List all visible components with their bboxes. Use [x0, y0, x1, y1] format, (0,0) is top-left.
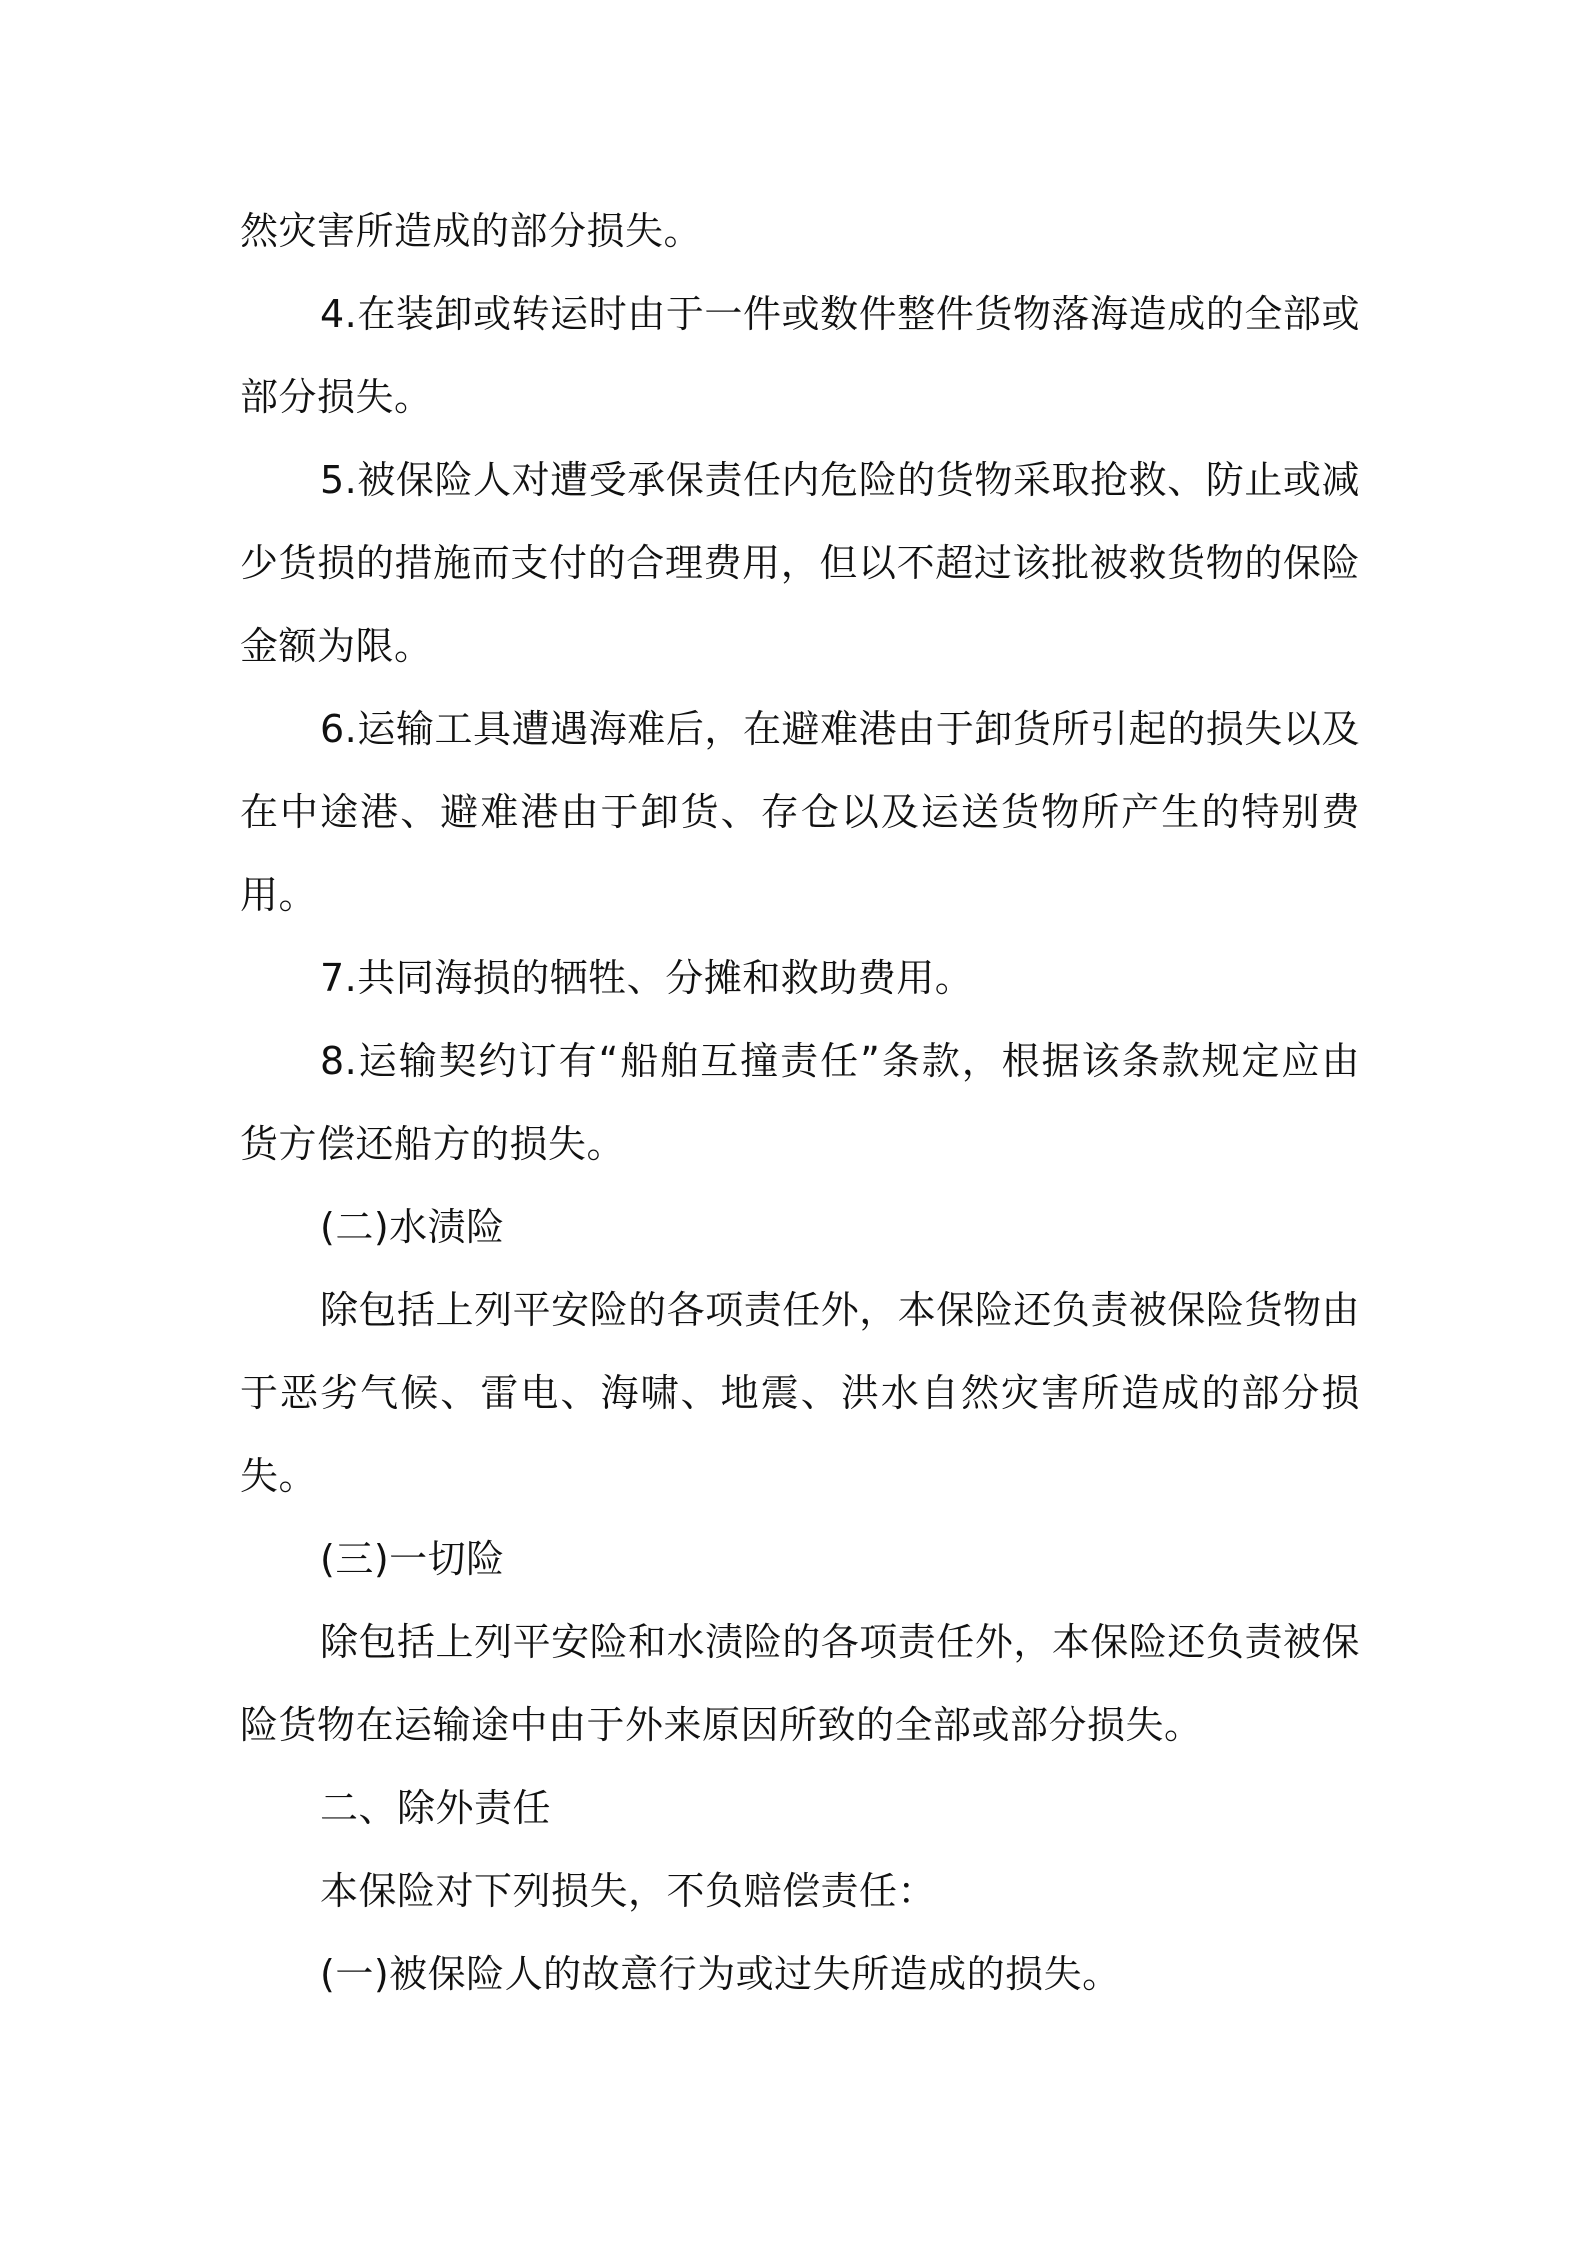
- section-heading-water-damage: (二)水渍险: [320, 1205, 505, 1249]
- paragraph-item-8: 8.运输契约订有“船舶互撞责任”条款，根据该条款规定应由货方偿还船方的损失。: [240, 1039, 1360, 1166]
- document-body: [240, 190, 1360, 2016]
- paragraph-exclusions-intro: 本保险对下列损失，不负赔偿责任：: [320, 1869, 937, 1913]
- paragraph-all-risks: 除包括上列平安险和水渍险的各项责任外，本保险还负责被保险货物在运输途中由于外来原因所致的全部或部分损失。: [240, 1620, 1360, 1747]
- paragraph-exclusion-1: (一)被保险人的故意行为或过失所造成的损失。: [320, 1952, 1121, 1996]
- paragraph-item-4: 4.在装卸或转运时由于一件或数件整件货物落海造成的全部或部分损失。: [240, 292, 1360, 419]
- paragraph-continuation: 然灾害所造成的部分损失。: [240, 209, 703, 253]
- paragraph-item-7: 7.共同海损的牺牲、分摊和救助费用。: [320, 956, 974, 1000]
- section-heading-exclusions: 二、除外责任: [320, 1786, 552, 1830]
- section-heading-all-risks: (三)一切险: [320, 1537, 505, 1581]
- paragraph-item-6: 6.运输工具遭遇海难后，在避难港由于卸货所引起的损失以及在中途港、避难港由于卸货、存仓以及运送货物所产生的特别费用。: [240, 707, 1360, 917]
- paragraph-water-damage: 除包括上列平安险的各项责任外，本保险还负责被保险货物由于恶劣气候、雷电、海啸、地震、洪水自然灾害所造成的部分损失。: [240, 1288, 1360, 1498]
- paragraph-item-5: 5.被保险人对遭受承保责任内危险的货物采取抢救、防止或减少货损的措施而支付的合理费用，但以不超过该批被救货物的保险金额为限。: [240, 458, 1360, 668]
